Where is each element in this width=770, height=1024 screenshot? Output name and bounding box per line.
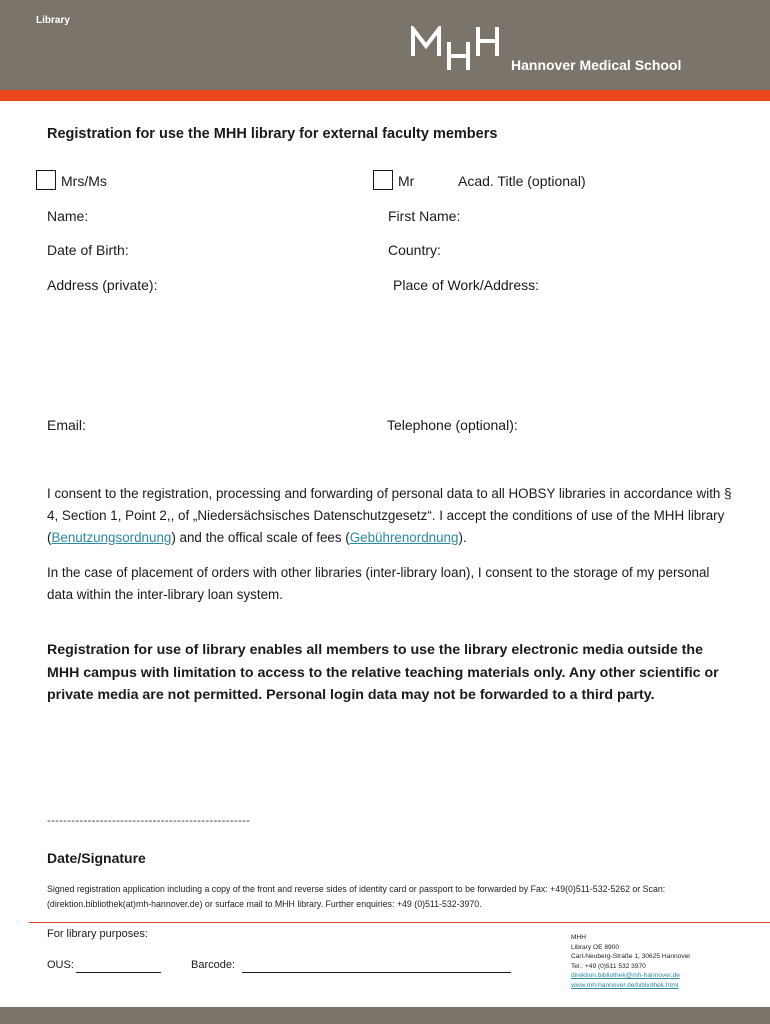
form-title: Registration for use the MHH library for external faculty members	[47, 126, 498, 142]
barcode-label: Barcode:	[191, 959, 236, 971]
library-purposes-label: For library purposes:	[47, 928, 148, 940]
contact-email-link[interactable]: direktion.bibliothek@mh-hannover.de	[571, 972, 680, 979]
signature-line: --------------------------------------------------	[47, 815, 251, 827]
submission-note: Signed registration application including a copy of the front and reverse sides of identity card or passport to be forwarded by Fax: +49(0)511-532-5262 or Scan: (direktion.bibliothek(at)mh-hannover.de) or surface mail to MHH library. Further enquiries: +49 (0)511-532-3970.	[47, 884, 666, 909]
acad-title-label: Acad. Title (optional)	[458, 173, 586, 189]
date-of-birth-label: Date of Birth:	[47, 242, 129, 258]
benutzungsordnung-link[interactable]: Benutzungsordnung	[51, 530, 172, 545]
email-label: Email:	[47, 417, 86, 433]
contact-tel: Tel.: +49 (0)511 532 3970	[571, 962, 646, 970]
consent-paragraph	[47, 483, 737, 549]
gebuehrenordnung-link[interactable]: Gebührenordnung	[349, 530, 459, 545]
header-accent-stripe	[0, 90, 770, 101]
mr-label: Mr	[398, 173, 415, 189]
interlibrary-consent: In the case of placement of orders with other libraries (inter-library loan), I consent to the storage of my personal data within the inter-library loan system.	[47, 565, 710, 602]
date-signature-label: Date/Signature	[47, 850, 146, 866]
ous-label: OUS:	[47, 959, 74, 971]
electronic-media-notice: Registration for use of library enables all members to use the library electronic media outside the MHH campus with limitation to access to the relative teaching materials only. Any other scientific or private media are not permitted. Personal login data may not be forwarded to a third party.	[47, 642, 719, 703]
first-name-label: First Name:	[388, 208, 461, 224]
consent-text-2: ) and the offical scale of fees (	[171, 530, 350, 545]
consent-text-3: ).	[458, 530, 467, 545]
telephone-label: Telephone (optional):	[387, 417, 518, 433]
address-private-label: Address (private):	[47, 277, 158, 293]
contact-street: Carl-Neuberg-Straße 1, 30625 Hannover	[571, 953, 691, 960]
page-header	[0, 0, 770, 90]
name-label: Name:	[47, 208, 89, 224]
school-name: Hannover Medical School	[511, 57, 682, 73]
library-label: Library	[36, 15, 70, 26]
page-footer	[0, 1007, 770, 1024]
contact-web-link[interactable]: www.mh-hannover.de/bibliothek.html	[571, 981, 679, 989]
separator-line	[29, 922, 770, 923]
ous-field-line[interactable]	[76, 972, 161, 973]
mrs-checkbox[interactable]	[36, 170, 56, 190]
mhh-logo	[410, 26, 502, 70]
barcode-field-line[interactable]	[242, 972, 511, 973]
contact-dept: Library OE 8900	[571, 943, 620, 951]
country-label: Country:	[388, 242, 441, 258]
mrs-label: Mrs/Ms	[61, 173, 107, 189]
mr-checkbox[interactable]	[373, 170, 393, 190]
place-of-work-label: Place of Work/Address:	[393, 277, 540, 293]
contact-block	[571, 933, 690, 990]
contact-org: MHH	[571, 934, 587, 941]
consent-text-1: I consent to the registration, processing and forwarding of personal data to all HOBSY libraries in accordance with § 4, Section 1, Point 2,, of „Niedersächsisches Datenschutzgesetz“. I accept the conditions of use of the MHH library (	[47, 486, 732, 545]
